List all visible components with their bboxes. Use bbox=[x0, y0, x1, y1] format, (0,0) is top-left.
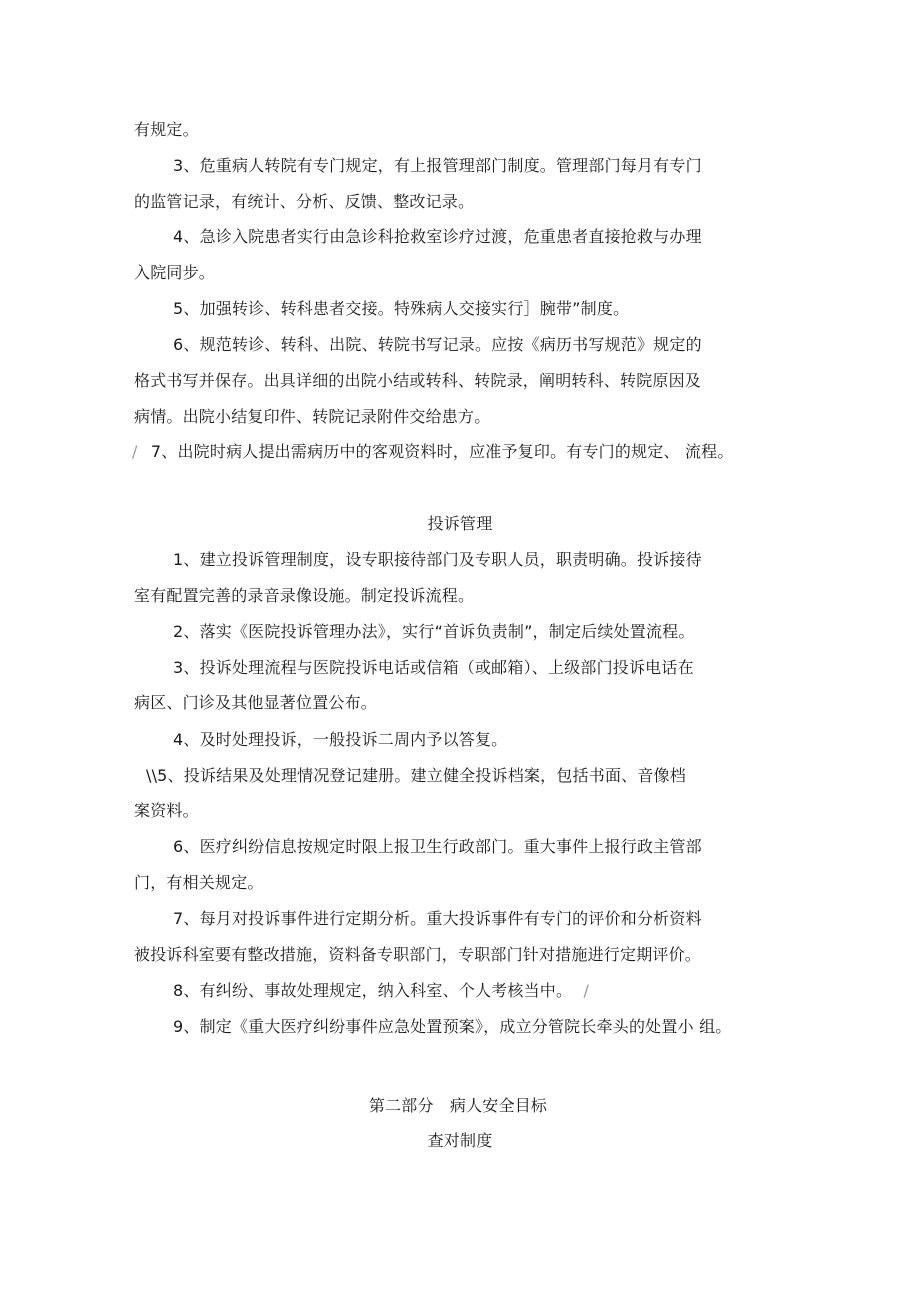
item-7-line bbox=[132, 442, 734, 462]
paragraph-line: 案资料。 bbox=[134, 801, 199, 820]
paragraph-line: 被投诉科室要有整改措施，资料备专职部门，专职部门针对措施进行定期评价。 bbox=[134, 945, 702, 964]
paragraph-line: 3、投诉处理流程与医院投诉电话或信箱（或邮箱）、上级部门投诉电话在 bbox=[173, 658, 694, 677]
paragraph-line: 病情。出院小结复印件、转院记录附件交给患方。 bbox=[134, 407, 491, 426]
item-8-line bbox=[173, 981, 589, 1001]
paragraph-line: 的监管记录，有统计、分析、反馈、整改记录。 bbox=[134, 192, 475, 211]
stray-slash-mark: / bbox=[583, 981, 590, 1000]
paragraph-line: 有规定。 bbox=[134, 120, 199, 139]
paragraph-line: 2、落实《医院投诉管理办法》，实行“首诉负责制”，制定后续处置流程。 bbox=[173, 622, 695, 641]
paragraph-line: \\5、投诉结果及处理情况登记建册。建立健全投诉档案，包括书面、音像档 bbox=[146, 766, 686, 785]
paragraph-line: 6、规范转诊、转科、出院、转院书写记录。应按《病历书写规范》规定的 bbox=[173, 335, 702, 354]
paragraph-line: 格式书写并保存。出具详细的出院小结或转科、转院录，阐明转科、转院原因及 bbox=[134, 371, 702, 390]
paragraph-line: 4、急诊入院患者实行由急诊科抢救室诊疗过渡，危重患者直接抢救与办理 bbox=[173, 227, 702, 246]
paragraph-line: 9、制定《重大医疗纠纷事件应急处置预案》，成立分管院长牵头的处置小 组。 bbox=[173, 1017, 732, 1036]
paragraph-line: 病区、门诊及其他显著位置公布。 bbox=[134, 693, 378, 712]
stray-slash-mark: / bbox=[132, 442, 138, 461]
item-8-text: 8、有纠纷、事故处理规定，纳入科室、个人考核当中。 bbox=[173, 981, 573, 1000]
paragraph-line: 1、建立投诉管理制度，设专职接待部门及专职人员，职责明确。投诉接待 bbox=[173, 550, 702, 569]
paragraph-line: 入院同步。 bbox=[134, 263, 216, 282]
section-title-complaint: 投诉管理 bbox=[427, 514, 493, 533]
paragraph-line: 门，有相关规定。 bbox=[134, 873, 264, 892]
paragraph-line: 4、及时处理投诉，一般投诉二周内予以答复。 bbox=[173, 730, 508, 749]
paragraph-line: 6、医疗纠纷信息按规定时限上报卫生行政部门。重大事件上报行政主管部 bbox=[173, 837, 702, 856]
part-subtitle: 查对制度 bbox=[427, 1131, 493, 1150]
paragraph-line: 3、危重病人转院有专门规定，有上报管理部门制度。管理部门每月有专门 bbox=[173, 156, 702, 175]
part-title: 第二部分 病人安全目标 bbox=[368, 1096, 548, 1115]
paragraph-line: 5、加强转诊、转科患者交接。特殊病人交接实行］腕带”制度。 bbox=[173, 299, 630, 318]
item-7-text: 7、出院时病人提出需病历中的客观资料时，应准予复印。有专门的规定、 流程。 bbox=[150, 442, 734, 461]
paragraph-line: 7、每月对投诉事件进行定期分析。重大投诉事件有专门的评价和分析资料 bbox=[173, 909, 702, 928]
paragraph-line: 室有配置完善的录音录像设施。制定投诉流程。 bbox=[134, 586, 475, 605]
